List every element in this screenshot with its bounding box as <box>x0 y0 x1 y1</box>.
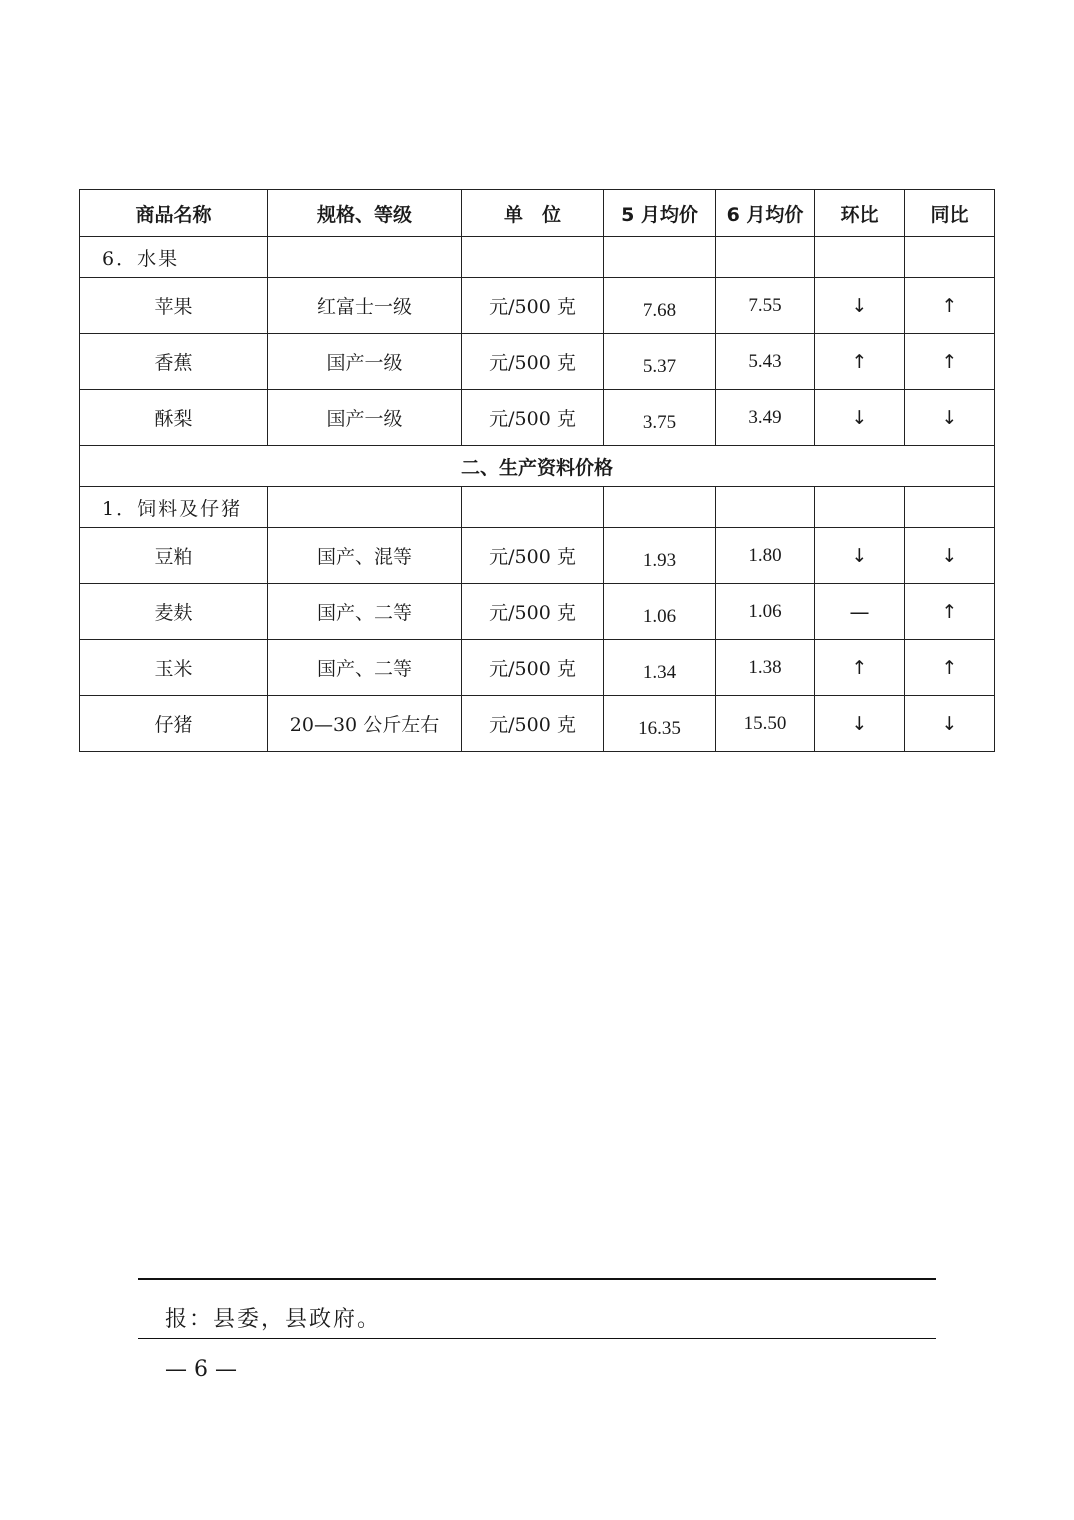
table-row <box>80 390 995 446</box>
page-number: — 6 — <box>165 1357 237 1382</box>
header-unit: 单 位 <box>462 190 604 237</box>
item-yoy-arrow: ↑ <box>905 334 995 390</box>
section-row <box>80 446 995 487</box>
item-may-price: 1.06 <box>604 584 716 640</box>
table-row <box>80 278 995 334</box>
table-row <box>80 696 995 752</box>
header-yoy: 同比 <box>905 190 995 237</box>
item-name: 酥梨 <box>80 390 268 446</box>
table-row <box>80 334 995 390</box>
item-june-price: 15.50 <box>716 696 815 752</box>
header-may-price: 5 月均价 <box>604 190 716 237</box>
item-name: 香蕉 <box>80 334 268 390</box>
item-may-price: 7.68 <box>604 278 716 334</box>
item-spec: 国产、混等 <box>268 528 462 584</box>
item-june-price: 1.06 <box>716 584 815 640</box>
item-june-price: 1.80 <box>716 528 815 584</box>
item-mom-arrow: ↑ <box>815 334 905 390</box>
item-unit: 元/500 克 <box>462 390 604 446</box>
table-row <box>80 584 995 640</box>
header-june-price: 6 月均价 <box>716 190 815 237</box>
item-mom-dash: — <box>815 584 905 640</box>
footer-bottom-rule <box>138 1338 936 1339</box>
item-name: 玉米 <box>80 640 268 696</box>
item-unit: 元/500 克 <box>462 584 604 640</box>
item-may-price: 16.35 <box>604 696 716 752</box>
category-label: 6．水果 <box>80 237 268 278</box>
table-header-row <box>80 190 995 237</box>
header-spec: 规格、等级 <box>268 190 462 237</box>
item-spec: 国产一级 <box>268 334 462 390</box>
item-spec: 国产、二等 <box>268 584 462 640</box>
report-to-line: 报：县委，县政府。 <box>165 1307 382 1332</box>
item-yoy-arrow: ↓ <box>905 696 995 752</box>
item-spec: 国产、二等 <box>268 640 462 696</box>
item-may-price: 1.93 <box>604 528 716 584</box>
category-row-feed <box>80 487 995 528</box>
footer-top-rule <box>138 1278 936 1280</box>
item-mom-arrow: ↓ <box>815 696 905 752</box>
item-unit: 元/500 克 <box>462 334 604 390</box>
item-may-price: 1.34 <box>604 640 716 696</box>
item-may-price: 5.37 <box>604 334 716 390</box>
item-unit: 元/500 克 <box>462 278 604 334</box>
item-yoy-arrow: ↓ <box>905 528 995 584</box>
item-mom-arrow: ↑ <box>815 640 905 696</box>
table-row <box>80 528 995 584</box>
item-june-price: 5.43 <box>716 334 815 390</box>
item-yoy-arrow: ↓ <box>905 390 995 446</box>
item-mom-arrow: ↓ <box>815 390 905 446</box>
item-mom-arrow: ↓ <box>815 528 905 584</box>
item-june-price: 1.38 <box>716 640 815 696</box>
category-row-fruit <box>80 237 995 278</box>
item-mom-arrow: ↓ <box>815 278 905 334</box>
header-name: 商品名称 <box>80 190 268 237</box>
section-title: 二、生产资料价格 <box>80 446 995 487</box>
item-june-price: 7.55 <box>716 278 815 334</box>
item-yoy-arrow: ↑ <box>905 584 995 640</box>
table-row <box>80 640 995 696</box>
item-unit: 元/500 克 <box>462 696 604 752</box>
item-name: 豆粕 <box>80 528 268 584</box>
item-name: 麦麸 <box>80 584 268 640</box>
item-unit: 元/500 克 <box>462 528 604 584</box>
header-mom: 环比 <box>815 190 905 237</box>
item-spec: 20—30 公斤左右 <box>268 696 462 752</box>
price-table <box>79 189 995 752</box>
item-may-price: 3.75 <box>604 390 716 446</box>
item-name: 苹果 <box>80 278 268 334</box>
item-unit: 元/500 克 <box>462 640 604 696</box>
item-yoy-arrow: ↑ <box>905 640 995 696</box>
item-yoy-arrow: ↑ <box>905 278 995 334</box>
item-spec: 国产一级 <box>268 390 462 446</box>
item-spec: 红富士一级 <box>268 278 462 334</box>
item-name: 仔猪 <box>80 696 268 752</box>
category-label: 1．饲料及仔猪 <box>80 487 268 528</box>
item-june-price: 3.49 <box>716 390 815 446</box>
